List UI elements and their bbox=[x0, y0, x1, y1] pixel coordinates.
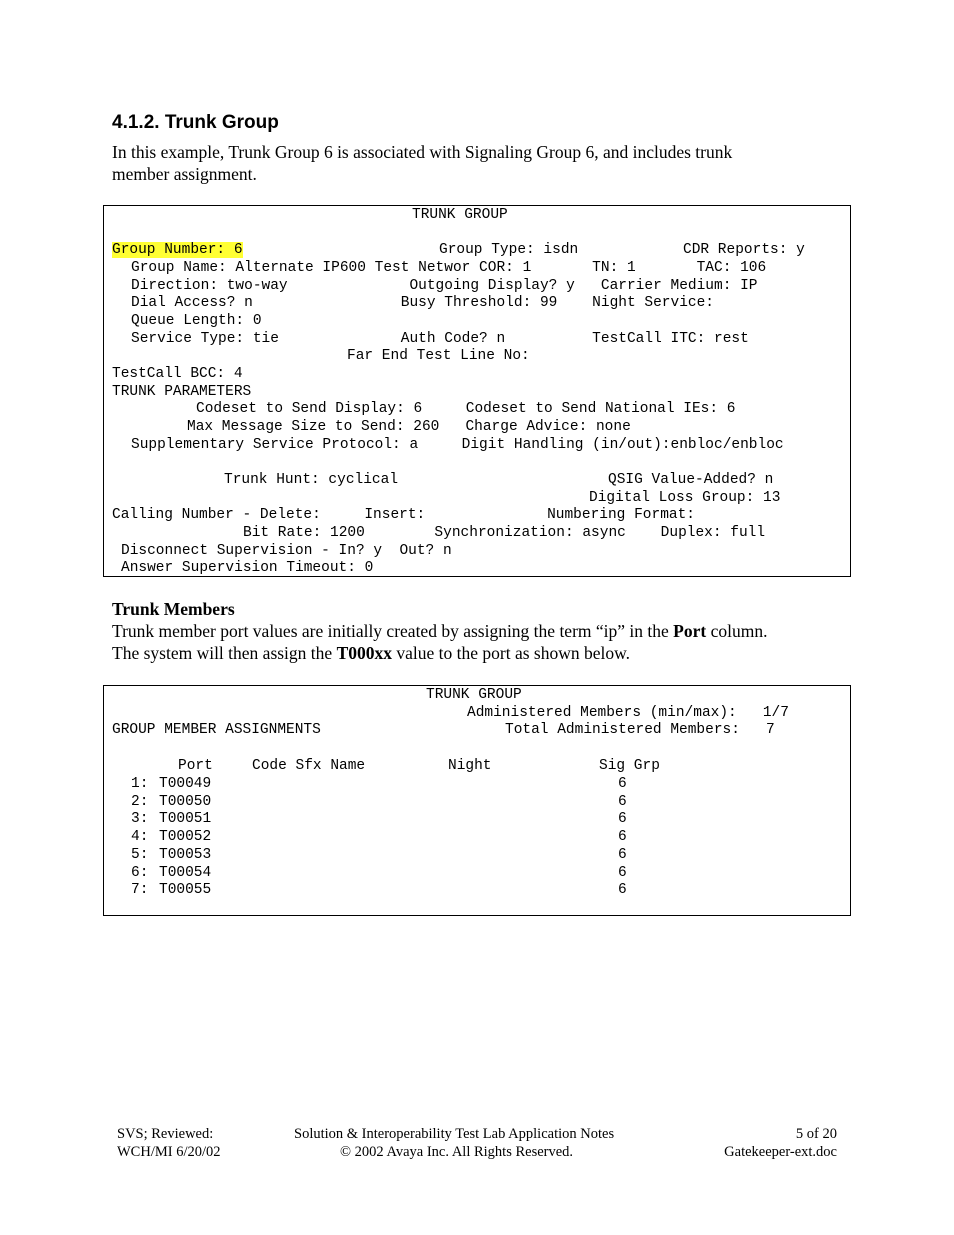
para-text: column. bbox=[706, 621, 768, 641]
footer-left-2: WCH/MI 6/20/02 bbox=[117, 1144, 221, 1160]
max-message-line: Max Message Size to Send: 260 Charge Advice: none bbox=[187, 419, 631, 435]
dial-access-line: Dial Access? n Busy Threshold: 99 Night Service: bbox=[131, 295, 714, 311]
member-row-number: 7: bbox=[131, 882, 149, 899]
qsig-field: QSIG Value-Added? n bbox=[608, 472, 774, 488]
member-row-sig-grp: 6 bbox=[618, 846, 627, 863]
cdr-reports-field: CDR Reports: y bbox=[683, 242, 805, 258]
trunk-parameters-label: TRUNK PARAMETERS bbox=[112, 384, 252, 400]
total-administered-members: Total Administered Members: 7 bbox=[505, 722, 775, 738]
codeset-line: Codeset to Send Display: 6 Codeset to Send National IEs: 6 bbox=[196, 401, 736, 417]
member-row-sig-grp: 6 bbox=[618, 882, 627, 899]
service-type-line: Service Type: tie Auth Code? n TestCall ITC: rest bbox=[131, 331, 749, 347]
member-row-port: T00053 bbox=[159, 846, 212, 863]
trunk-members-heading: Trunk Members bbox=[112, 599, 235, 619]
group-member-assignments-label: GROUP MEMBER ASSIGNMENTS bbox=[112, 722, 321, 738]
member-row-number: 6: bbox=[131, 864, 149, 881]
disconnect-line: Disconnect Supervision - In? y Out? n bbox=[121, 543, 452, 559]
col-header-port: Port bbox=[178, 758, 213, 774]
port-term: Port bbox=[673, 621, 707, 641]
member-row-sig-grp: 6 bbox=[618, 864, 627, 881]
direction-line: Direction: two-way Outgoing Display? y Carrier Medium: IP bbox=[131, 278, 758, 294]
col-header-sig-grp: Sig Grp bbox=[599, 758, 660, 774]
bit-rate-line: Bit Rate: 1200 Synchronization: async Duplex: full bbox=[243, 525, 766, 541]
trunk-hunt-field: Trunk Hunt: cyclical bbox=[224, 472, 399, 488]
group-number-highlight: Group Number: 6 bbox=[112, 242, 243, 258]
supplementary-line: Supplementary Service Protocol: a Digit Handling (in/out):enbloc/enbloc bbox=[131, 437, 784, 453]
member-row-sig-grp: 6 bbox=[618, 829, 627, 846]
queue-length-line: Queue Length: 0 bbox=[131, 313, 262, 329]
para-text: The system will then assign the bbox=[112, 643, 337, 663]
member-row-number: 2: bbox=[131, 793, 149, 810]
group-name-line: Group Name: Alternate IP600 Test Networ COR: 1 TN: 1 TAC: 106 bbox=[131, 260, 767, 276]
footer-filename: Gatekeeper-ext.doc bbox=[724, 1144, 837, 1160]
calling-number-line: Calling Number - Delete: Insert: Numbering Format: bbox=[112, 507, 695, 523]
member-row-sig-grp: 6 bbox=[618, 793, 627, 810]
member-row-port: T00055 bbox=[159, 882, 212, 899]
footer-center-2: © 2002 Avaya Inc. All Rights Reserved. bbox=[340, 1144, 574, 1160]
group-number-field bbox=[112, 241, 243, 259]
group-type-field: Group Type: isdn bbox=[439, 242, 579, 258]
member-row-port: T00051 bbox=[159, 811, 212, 828]
member-row-port: T00049 bbox=[159, 776, 212, 792]
col-header-code-sfx-name: Code Sfx Name bbox=[252, 758, 366, 774]
member-row-number: 4: bbox=[131, 829, 149, 846]
intro-line-2: member assignment. bbox=[112, 164, 257, 184]
footer-center-1: Solution & Interoperability Test Lab Application Notes bbox=[294, 1126, 615, 1142]
answer-supervision-line: Answer Supervision Timeout: 0 bbox=[121, 560, 374, 576]
member-row-port: T00054 bbox=[159, 864, 212, 881]
col-header-night: Night bbox=[448, 758, 492, 774]
member-row-number: 1: bbox=[131, 776, 149, 792]
trunk-group-screen bbox=[103, 205, 851, 577]
footer-left-1: SVS; Reviewed: bbox=[117, 1126, 214, 1142]
screen-title: TRUNK GROUP bbox=[426, 687, 522, 703]
member-row-sig-grp: 6 bbox=[618, 776, 627, 792]
member-row-port: T00052 bbox=[159, 829, 212, 846]
members-para-line-1 bbox=[112, 620, 767, 642]
digital-loss-field: Digital Loss Group: 13 bbox=[589, 490, 781, 506]
section-heading: 4.1.2. Trunk Group bbox=[112, 112, 279, 133]
member-assignments-screen bbox=[103, 685, 851, 916]
member-row-number: 5: bbox=[131, 846, 149, 863]
para-text: Trunk member port values are initially created by assigning the term “ip” in the bbox=[112, 621, 674, 641]
administered-members: Administered Members (min/max): 1/7 bbox=[467, 705, 789, 721]
intro-line-1: In this example, Trunk Group 6 is associated with Signaling Group 6, and includes trunk bbox=[112, 142, 733, 162]
para-text: value to the port as shown below. bbox=[392, 643, 630, 663]
member-row-number: 3: bbox=[131, 811, 149, 828]
far-end-line: Far End Test Line No: bbox=[347, 348, 530, 364]
members-para-line-2 bbox=[112, 642, 630, 664]
member-row-port: T00050 bbox=[159, 793, 212, 810]
member-row-sig-grp: 6 bbox=[618, 811, 627, 828]
testcall-bcc-line: TestCall BCC: 4 bbox=[112, 366, 243, 382]
screen-title: TRUNK GROUP bbox=[412, 207, 508, 223]
footer-page-number: 5 of 20 bbox=[795, 1126, 837, 1142]
t000xx-term: T000xx bbox=[336, 643, 392, 663]
